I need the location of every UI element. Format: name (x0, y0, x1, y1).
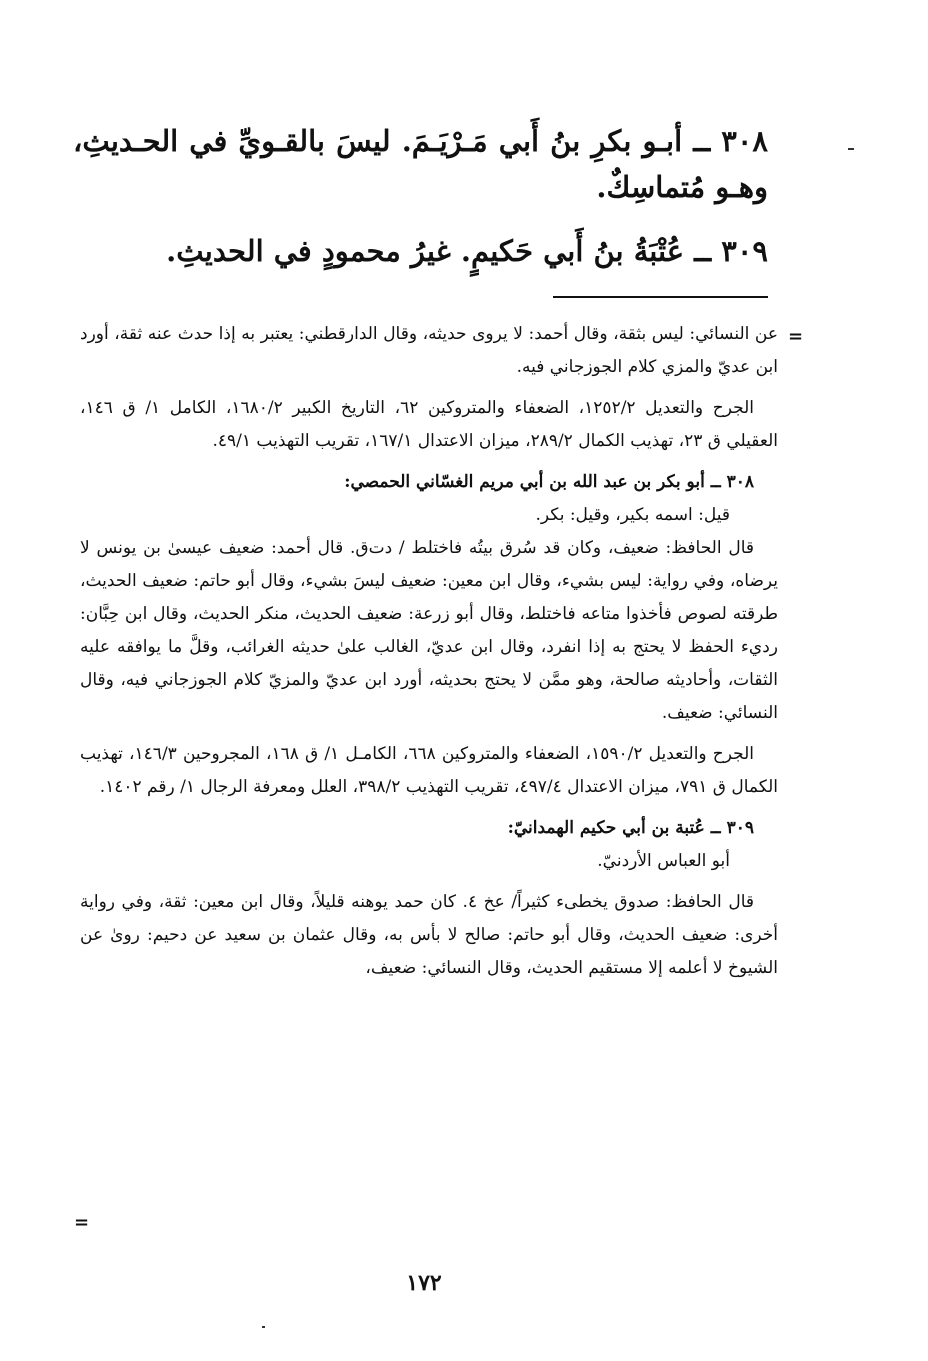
footnote-body-308: قال الحافظ: ضعيف، وكان قد سُرق بيتُه فاختلط / دت‌ق. قال أحمد: ضعيف عيسىٰ بن يونس لا يرضاه، وفي رواية: ليس بشيء، وقال ابن معين: ضعيف ليسَ بشيء، وقال أبو حاتم: ضعيف الحديث، طرقته لصوص فأخذوا متاعه فاختلط، وقال أبو زرعة: ضعيف الحديث، منكر الحديث، وقال ابن حِبَّان: رديء الحفظ لا يحتج به إذا انفرد، وقال ابن عديّ، الغالب علىٰ حديثه الغرائب، وقلَّ ما يوافقه عليه الثقات، وأحاديثه صالحة، وهو ممَّن لا يحتج بحديثه، أورد ابن عديّ والمزيّ كلام الجوزجاني فيه، وقال النسائي: ضعيف. (80, 538, 778, 723)
footnote-subline-308: قيل: اسمه بكير، وقيل: بكر. (535, 505, 730, 525)
scan-speck (848, 148, 854, 150)
footnote-body-309: قال الحافظ: صدوق يخطىء كثيراً/ عخ ٤. كان حمد يوهنه قليلاً، وقال ابن معين: ثقة، وفي رواية أخرى: ضعيف الحديث، وقال أبو حاتم: صالح لا بأس به، وقال عثمان بن سعيد عن دحيم: روىٰ عن الشيوخ لا أعلمه إلا مستقيم الحديث، وقال النسائي: ضعيف، (80, 892, 778, 978)
footnote-divider (553, 296, 768, 298)
footnote-references-308: الجرح والتعديل ١٥٩٠/٢، الضعفاء والمتروكين ٦٦٨، الكامـل ١/ ق ١٦٨، المجروحين ١٤٦/٣، تهذيب الكمال ق ٧٩١، ميزان الاعتدال ٤٩٧/٤، تقريب التهذيب ٣٩٨/٢، العلل ومعرفة الرجال ١/ رقم ١٤٠٢. (80, 744, 778, 797)
footnote-heading-309: ٣٠٩ ــ عُتبة بن أبي حكيم الهمدانيّ: (507, 818, 754, 838)
footnote-references-prev: الجرح والتعديل ١٢٥٢/٢، الضعفاء والمتروكين ٦٢، التاريخ الكبير ١٦٨٠/٢، الكامل ١/ ق ١٤٦، العقيلي ق ٢٣، تهذيب الكمال ٢٨٩/٢، ميزان الاعتدال ١٦٧/١، تقريب التهذيب ٤٩/١. (80, 398, 778, 451)
scan-speck (262, 1326, 265, 1328)
page-number: ١٧٢ (406, 1270, 442, 1296)
continuation-marker-end: = (74, 1212, 90, 1233)
main-entry-309: ٣٠٩ ــ عُتْبَةُ بنُ أَبي حَكيمٍ. غيرُ محمودٍ في الحديثِ. (166, 234, 768, 268)
footnote-continuation: عن النسائي: ليس بثقة، وقال أحمد: لا يروى حديثه، وقال الدارقطني: يعتبر به إذا حدث عنه ثقة، أورد ابن عديّ والمزي كلام الجوزجاني فيه. (80, 324, 778, 377)
footnote-heading-308: ٣٠٨ ــ أبو بكر بن عبد الله بن أبي مريم الغسّاني الحمصي: (344, 472, 754, 492)
footnotes-section (80, 318, 778, 985)
continuation-marker-start: = (788, 326, 804, 347)
main-entry-308: ٣٠٨ ــ أبـو بكرِ بنُ أَبي مَـرْيَـمَ. ليسَ بالقـويِّ في الحـديثِ، وهـو مُتماسِكٌ. (73, 124, 768, 204)
footnote-subline-309: أبو العباس الأردنيّ. (597, 851, 730, 871)
